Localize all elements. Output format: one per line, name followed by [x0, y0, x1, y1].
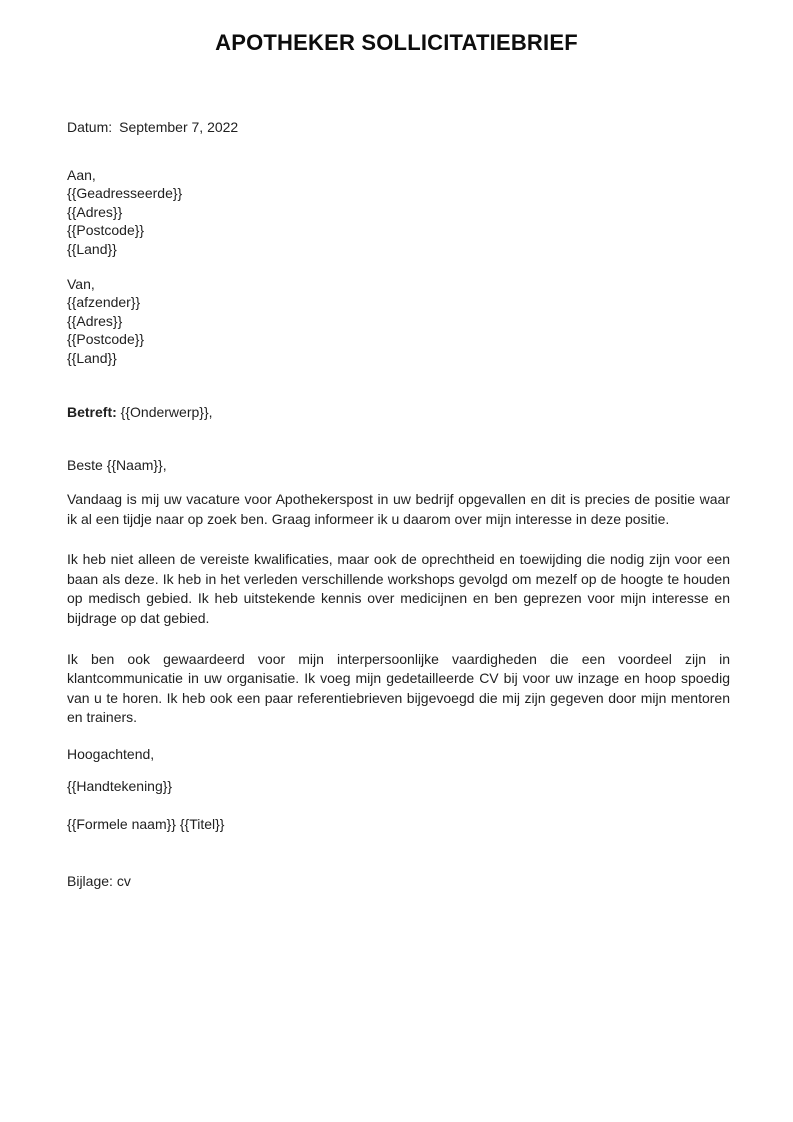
paragraph-qualifications: Ik heb niet alleen de vereiste kwalificaties, maar ook de oprechtheid en toewijding die nodig zijn voor een baan als deze. Ik heb in het verleden verschillende workshops gevolgd om mezelf op de hoogte te houden op medisch gebied. Ik heb uitstekende kennis over medicijnen en ben geprezen voor mijn interesse en bijdrage op dat gebied.	[67, 551, 730, 626]
recipient-address-placeholder: {{Adres}}	[67, 203, 123, 220]
recipient-country-placeholder: {{Land}}	[67, 240, 117, 257]
sender-address-placeholder: {{Adres}}	[67, 312, 123, 329]
sender-country-placeholder: {{Land}}	[67, 349, 117, 366]
signature-placeholder: {{Handtekening}}	[67, 778, 173, 795]
formal-name-line: {{Formele naam}} {{Titel}}	[67, 815, 225, 832]
subject-line	[67, 403, 730, 422]
recipient-block	[67, 166, 730, 258]
recipient-postcode-placeholder: {{Postcode}}	[67, 222, 145, 239]
salutation: Beste {{Naam}},	[67, 457, 167, 474]
recipient-name-placeholder: {{Geadresseerde}}	[67, 185, 183, 202]
document-title: APOTHEKER SOLLICITATIEBRIEF	[215, 30, 578, 55]
date-value: September 7, 2022	[119, 119, 239, 136]
attachment-label: Bijlage:	[67, 873, 113, 890]
sender-block	[67, 275, 730, 367]
letter-body	[0, 118, 793, 891]
paragraph-intro: Vandaag is mij uw vacature voor Apothekerspost in uw bedrijf opgevallen en dit is precies de positie waar ik al een tijdje naar op zoek ben. Graag informeer ik u daarom over mijn interesse in deze positie.	[67, 490, 730, 527]
recipient-heading: Aan,	[67, 166, 96, 183]
sender-heading: Van,	[67, 275, 95, 292]
sender-name-placeholder: {{afzender}}	[67, 294, 141, 311]
attachment-value: cv	[116, 873, 131, 890]
date-label: Datum:	[67, 119, 113, 136]
closing: Hoogachtend,	[67, 745, 155, 762]
date-line	[67, 118, 730, 137]
sender-postcode-placeholder: {{Postcode}}	[67, 331, 145, 348]
attachment-line	[67, 872, 730, 891]
subject-value: {{Onderwerp}},	[116, 403, 213, 420]
paragraph-skills: Ik ben ook gewaardeerd voor mijn interpersoonlijke vaardigheden die een voordeel zijn in klantcommunicatie in uw organisatie. Ik voeg mijn gedetailleerde CV bij voor uw inzage en hoop spoedig van u te horen. Ik heb ook een paar referentiebrieven bijgevoegd die mij zijn gegeven door mijn mentoren en trainers.	[67, 650, 730, 726]
subject-label: Betreft:	[67, 403, 117, 420]
